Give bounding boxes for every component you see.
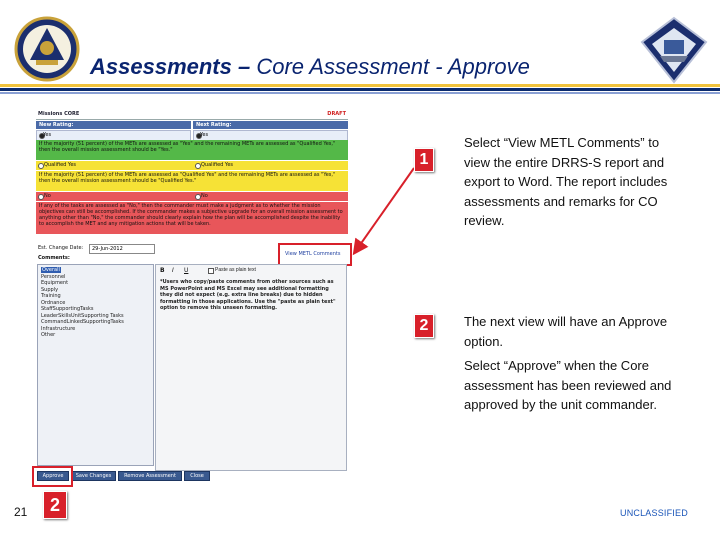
category-item[interactable] <box>41 306 94 312</box>
category-label: Training <box>41 293 61 299</box>
category-label: StaffSupportingTasks <box>41 306 94 312</box>
header-stripe-navy <box>0 88 720 91</box>
category-item[interactable] <box>41 332 55 338</box>
category-label: Personnel <box>41 273 66 280</box>
page-number: 21 <box>14 505 28 519</box>
view-metl-comments-label: View METL Comments <box>285 251 341 257</box>
option-label: Qualified Yes <box>44 162 77 168</box>
close-label: Close <box>190 473 204 479</box>
callout-badge-2-bottom <box>43 491 67 519</box>
header-stripe-light <box>0 92 720 94</box>
draft-label: DRAFT <box>327 111 346 117</box>
save-changes-button[interactable] <box>71 471 116 481</box>
remove-assessment-label: Remove Assessment <box>124 473 176 479</box>
category-label: Infrastructure <box>41 325 76 332</box>
no-row <box>36 192 348 201</box>
approve-label: Approve <box>42 473 64 479</box>
mission-core-rating-form <box>36 110 348 256</box>
option-label: Yes <box>200 132 209 138</box>
underline-button[interactable]: U <box>184 267 189 274</box>
yellow-guidance <box>36 171 348 191</box>
bold-button[interactable]: B <box>160 267 165 274</box>
callout-text-1: Select “View METL Comments” to view the entire DRRS-S report and export to Word. The report includes assessments and remarks for CO review. <box>464 135 668 228</box>
paste-plain-label: Paste as plain text <box>215 267 256 273</box>
yellow-guidance-text: If the majority (51 percent) of the METs are assessed as "Qualified Yes" and the remaining METs are assessed as "Yes," then the overall mission assessment should be "Qualified Yes." <box>39 172 336 184</box>
category-label: Supply <box>41 286 59 293</box>
category-item[interactable] <box>41 300 65 306</box>
paste-plain-checkbox[interactable] <box>208 268 214 274</box>
new-rating-header <box>36 121 191 129</box>
option-label: No <box>201 193 208 199</box>
comments-label: Comments: <box>38 255 70 261</box>
radio-no-new[interactable] <box>36 192 191 201</box>
category-label: LeaderSkillsUnitSupporting Tasks <box>41 312 124 319</box>
red-guidance-text: If any of the tasks are assessed as "No," then the commander must make a judgment as to whether the mission objectives can still be accomplished. If the commander makes a subjective upgrade for an overall mission assessment to anything other than "No," the commander should clearly explain how the plan will be accomplished despite the inability to accomplish the MET and any mitigation actions that will be taken. <box>39 203 343 227</box>
remove-assessment-button[interactable] <box>118 471 182 481</box>
navy-seal-logo-left <box>14 16 80 82</box>
category-item[interactable] <box>41 326 75 332</box>
badge-number: 2 <box>419 317 429 334</box>
new-rating-label: New Rating: <box>39 122 74 128</box>
editor-toolbar <box>156 265 346 275</box>
next-rating-header <box>193 121 348 129</box>
est-change-date-label: Est. Change Date: <box>38 245 84 251</box>
qualified-yes-row <box>36 161 348 170</box>
green-guidance-text: If the majority (51 percent) of the METs are assessed as "Yes" and the remaining METs are assessed as "Qualified Yes," then the overall mission assessment should be "Yes." <box>39 141 336 153</box>
next-rating-label: Next Rating: <box>196 122 232 128</box>
category-label: Other <box>41 332 56 338</box>
approve-highlight-box <box>32 466 73 487</box>
est-change-date-field[interactable] <box>89 244 155 254</box>
category-label: CommandLinkedSupportingTasks <box>41 319 124 325</box>
classification-label: UNCLASSIFIED <box>620 508 688 518</box>
command-shield-logo-right <box>640 16 708 84</box>
close-button[interactable] <box>184 471 210 481</box>
date-value: 29-Jun-2012 <box>92 246 123 252</box>
save-changes-label: Save Changes <box>75 473 112 479</box>
title-rest: Core Assessment - Approve <box>250 54 530 79</box>
category-item[interactable] <box>41 313 124 319</box>
category-item[interactable] <box>41 280 68 286</box>
title-bold: Assessments – <box>90 54 251 79</box>
callout-text-2: The next view will have an Approve option. <box>464 314 668 349</box>
editor-notice-text: *Users who copy/paste comments from other sources such as MS PowerPoint and MS Excel may see additional formatting they did not expect (e.g. extra line breaks) due to hidden formatting in those applications. Use the "paste as plain text" option to remove this unseen formatting. <box>160 279 336 311</box>
comment-category-list[interactable] <box>37 264 154 466</box>
comment-editor[interactable] <box>155 264 347 471</box>
category-item[interactable] <box>41 293 61 299</box>
category-item[interactable] <box>41 267 61 273</box>
callout-text-3: Select “Approve” when the Core assessment has been reviewed and approved by the unit commander. <box>464 358 672 412</box>
form-header-title: Missions CORE <box>38 111 80 117</box>
category-item[interactable] <box>41 274 65 280</box>
badge-number: 2 <box>49 495 60 515</box>
category-label: Equipment <box>41 280 69 286</box>
option-label: No <box>44 193 51 199</box>
option-label: Qualified Yes <box>201 162 234 168</box>
green-guidance <box>36 140 348 160</box>
badge-number: 1 <box>419 151 429 168</box>
radio-no-next[interactable] <box>193 192 348 201</box>
header-stripe-gold <box>0 84 720 87</box>
callout-badge-2 <box>414 314 434 338</box>
category-item[interactable] <box>41 287 58 293</box>
form-header <box>36 110 348 120</box>
callout-badge-1 <box>414 148 434 172</box>
radio-qualified-yes-next[interactable] <box>193 161 348 170</box>
category-label: Overall <box>42 267 60 273</box>
red-guidance <box>36 202 348 234</box>
radio-qualified-yes-new[interactable] <box>36 161 191 170</box>
category-label: Ordnance <box>41 299 66 306</box>
italic-button[interactable]: I <box>172 267 174 274</box>
category-item[interactable] <box>41 319 124 325</box>
view-metl-comments-link[interactable] <box>278 243 352 266</box>
option-label: Yes <box>43 132 52 138</box>
slide-title <box>90 54 530 80</box>
